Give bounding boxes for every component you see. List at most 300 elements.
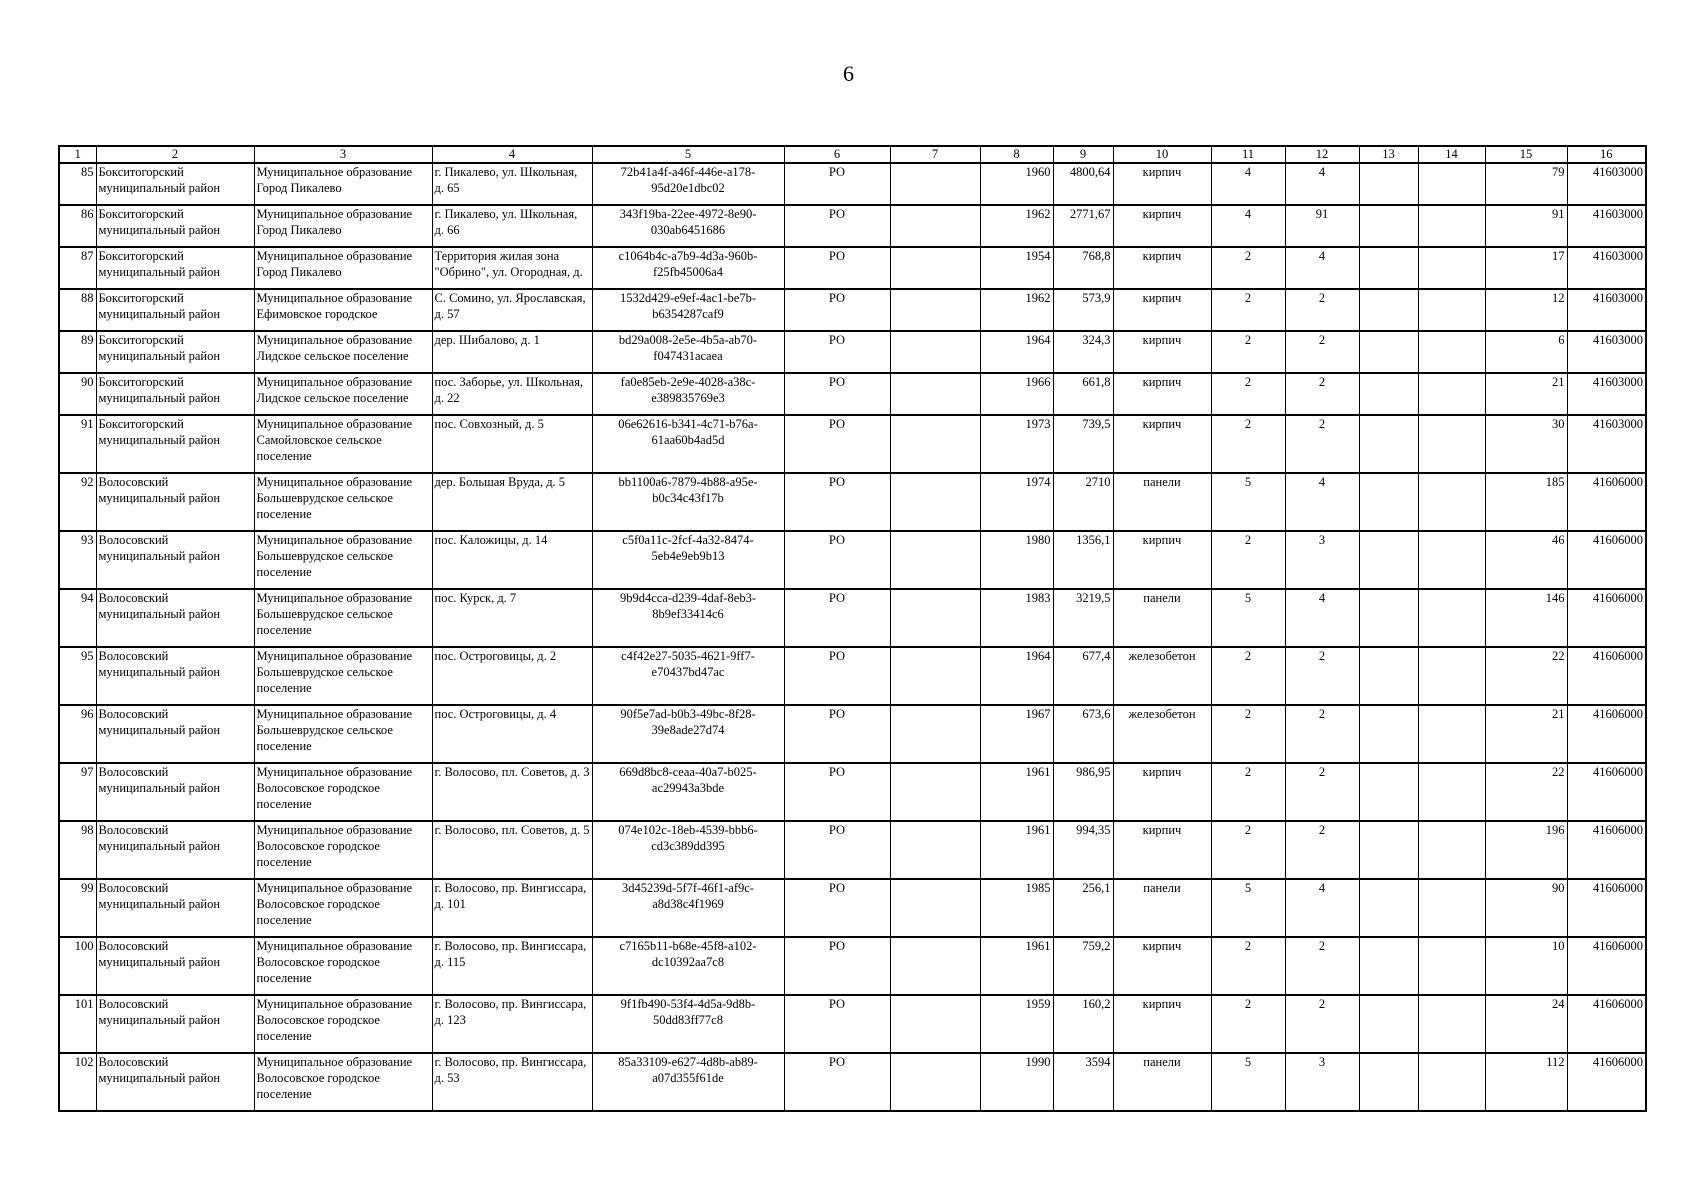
floors-cell: 2 (1211, 647, 1285, 705)
district-cell: Бокситогорский муниципальный район (96, 331, 254, 373)
residents-cell: 12 (1485, 289, 1567, 331)
area-cell: 739,5 (1053, 415, 1113, 473)
oktmo-cell: 41606000 (1567, 937, 1646, 995)
table-row (59, 163, 1646, 205)
year-cell: 1983 (980, 589, 1053, 647)
col14-cell (1418, 1053, 1485, 1111)
table-body (59, 163, 1646, 1111)
oktmo-cell: 41606000 (1567, 995, 1646, 1053)
floors-cell: 2 (1211, 995, 1285, 1053)
guid-cell: c4f42e27-5035-4621-9ff7-e70437bd47ac (592, 647, 784, 705)
year-cell: 1960 (980, 163, 1053, 205)
row-number: 88 (59, 289, 96, 331)
address-cell: пос. Курск, д. 7 (432, 589, 592, 647)
entrances-cell: 2 (1285, 289, 1359, 331)
col7-cell (890, 937, 980, 995)
year-cell: 1974 (980, 473, 1053, 531)
residents-cell: 79 (1485, 163, 1567, 205)
row-number: 91 (59, 415, 96, 473)
col14-cell (1418, 205, 1485, 247)
floors-cell: 2 (1211, 289, 1285, 331)
row-number: 89 (59, 331, 96, 373)
oktmo-cell: 41606000 (1567, 531, 1646, 589)
table-row (59, 589, 1646, 647)
residents-cell: 6 (1485, 331, 1567, 373)
year-cell: 1985 (980, 879, 1053, 937)
municipality-cell: Муниципальное образование Город Пикалево (254, 247, 432, 289)
district-cell: Волосовский муниципальный район (96, 1053, 254, 1111)
entrances-cell: 2 (1285, 937, 1359, 995)
address-cell: г. Волосово, пл. Советов, д. 3 (432, 763, 592, 821)
material-cell: кирпич (1113, 415, 1211, 473)
row-number: 99 (59, 879, 96, 937)
address-cell: пос. Заборье, ул. Школьная, д. 22 (432, 373, 592, 415)
column-header-4: 4 (432, 146, 592, 163)
column-header-16: 16 (1567, 146, 1646, 163)
table-row (59, 937, 1646, 995)
col13-cell (1359, 705, 1418, 763)
operator-cell: РО (784, 205, 890, 247)
municipality-cell: Муниципальное образование Волосовское городское поселение (254, 879, 432, 937)
material-cell: панели (1113, 589, 1211, 647)
entrances-cell: 4 (1285, 473, 1359, 531)
table-row (59, 821, 1646, 879)
area-cell: 986,95 (1053, 763, 1113, 821)
year-cell: 1964 (980, 331, 1053, 373)
col14-cell (1418, 763, 1485, 821)
col7-cell (890, 879, 980, 937)
address-cell: пос. Совхозный, д. 5 (432, 415, 592, 473)
col14-cell (1418, 647, 1485, 705)
entrances-cell: 2 (1285, 763, 1359, 821)
entrances-cell: 4 (1285, 589, 1359, 647)
material-cell: кирпич (1113, 289, 1211, 331)
entrances-cell: 2 (1285, 647, 1359, 705)
residents-cell: 196 (1485, 821, 1567, 879)
col7-cell (890, 289, 980, 331)
col13-cell (1359, 647, 1418, 705)
column-header-11: 11 (1211, 146, 1285, 163)
col14-cell (1418, 821, 1485, 879)
col7-cell (890, 247, 980, 289)
municipality-cell: Муниципальное образование Волосовское городское поселение (254, 995, 432, 1053)
guid-cell: c1064b4c-a7b9-4d3a-960b-f25fb45006a4 (592, 247, 784, 289)
material-cell: кирпич (1113, 531, 1211, 589)
material-cell: кирпич (1113, 205, 1211, 247)
table-row (59, 373, 1646, 415)
municipality-cell: Муниципальное образование Лидское сельское поселение (254, 373, 432, 415)
col13-cell (1359, 247, 1418, 289)
oktmo-cell: 41606000 (1567, 705, 1646, 763)
area-cell: 160,2 (1053, 995, 1113, 1053)
district-cell: Волосовский муниципальный район (96, 995, 254, 1053)
area-cell: 768,8 (1053, 247, 1113, 289)
column-header-13: 13 (1359, 146, 1418, 163)
district-cell: Волосовский муниципальный район (96, 821, 254, 879)
col7-cell (890, 473, 980, 531)
floors-cell: 2 (1211, 415, 1285, 473)
column-header-7: 7 (890, 146, 980, 163)
floors-cell: 2 (1211, 937, 1285, 995)
district-cell: Бокситогорский муниципальный район (96, 205, 254, 247)
area-cell: 1356,1 (1053, 531, 1113, 589)
col14-cell (1418, 373, 1485, 415)
guid-cell: 9b9d4cca-d239-4daf-8eb3-8b9ef33414c6 (592, 589, 784, 647)
guid-cell: 1532d429-e9ef-4ac1-be7b-b6354287caf9 (592, 289, 784, 331)
row-number: 101 (59, 995, 96, 1053)
municipality-cell: Муниципальное образование Большеврудское сельское поселение (254, 705, 432, 763)
operator-cell: РО (784, 247, 890, 289)
col13-cell (1359, 205, 1418, 247)
row-number: 102 (59, 1053, 96, 1111)
guid-cell: 85a33109-e627-4d8b-ab89-a07d355f61de (592, 1053, 784, 1111)
area-cell: 2771,67 (1053, 205, 1113, 247)
floors-cell: 2 (1211, 705, 1285, 763)
col14-cell (1418, 331, 1485, 373)
entrances-cell: 3 (1285, 1053, 1359, 1111)
operator-cell: РО (784, 331, 890, 373)
column-header-12: 12 (1285, 146, 1359, 163)
column-header-1: 1 (59, 146, 96, 163)
col7-cell (890, 647, 980, 705)
address-cell: пос. Каложицы, д. 14 (432, 531, 592, 589)
address-cell: пос. Остроговицы, д. 4 (432, 705, 592, 763)
oktmo-cell: 41603000 (1567, 163, 1646, 205)
col13-cell (1359, 821, 1418, 879)
residents-cell: 17 (1485, 247, 1567, 289)
year-cell: 1961 (980, 763, 1053, 821)
row-number: 87 (59, 247, 96, 289)
oktmo-cell: 41603000 (1567, 205, 1646, 247)
municipality-cell: Муниципальное образование Волосовское городское поселение (254, 937, 432, 995)
guid-cell: 06e62616-b341-4c71-b76a-61aa60b4ad5d (592, 415, 784, 473)
address-cell: Территория жилая зона "Обрино", ул. Огородная, д. (432, 247, 592, 289)
guid-cell: 9f1fb490-53f4-4d5a-9d8b-50dd83ff77c8 (592, 995, 784, 1053)
col14-cell (1418, 879, 1485, 937)
operator-cell: РО (784, 705, 890, 763)
row-number: 97 (59, 763, 96, 821)
row-number: 85 (59, 163, 96, 205)
operator-cell: РО (784, 821, 890, 879)
oktmo-cell: 41606000 (1567, 1053, 1646, 1111)
guid-cell: 90f5e7ad-b0b3-49bc-8f28-39e8ade27d74 (592, 705, 784, 763)
header-row (59, 146, 1646, 163)
table-row (59, 331, 1646, 373)
year-cell: 1973 (980, 415, 1053, 473)
guid-cell: 3d45239d-5f7f-46f1-af9c-a8d38c4f1969 (592, 879, 784, 937)
table-row (59, 247, 1646, 289)
col7-cell (890, 331, 980, 373)
operator-cell: РО (784, 995, 890, 1053)
address-cell: С. Сомино, ул. Ярославская, д. 57 (432, 289, 592, 331)
year-cell: 1954 (980, 247, 1053, 289)
col14-cell (1418, 705, 1485, 763)
district-cell: Волосовский муниципальный район (96, 763, 254, 821)
oktmo-cell: 41606000 (1567, 589, 1646, 647)
year-cell: 1961 (980, 937, 1053, 995)
operator-cell: РО (784, 763, 890, 821)
floors-cell: 2 (1211, 763, 1285, 821)
material-cell: панели (1113, 473, 1211, 531)
oktmo-cell: 41603000 (1567, 289, 1646, 331)
column-header-2: 2 (96, 146, 254, 163)
column-header-10: 10 (1113, 146, 1211, 163)
col7-cell (890, 415, 980, 473)
material-cell: панели (1113, 879, 1211, 937)
operator-cell: РО (784, 1053, 890, 1111)
address-cell: г. Пикалево, ул. Школьная, д. 65 (432, 163, 592, 205)
district-cell: Волосовский муниципальный район (96, 647, 254, 705)
row-number: 95 (59, 647, 96, 705)
guid-cell: fa0e85eb-2e9e-4028-a38c-e389835769e3 (592, 373, 784, 415)
material-cell: кирпич (1113, 373, 1211, 415)
oktmo-cell: 41606000 (1567, 763, 1646, 821)
col7-cell (890, 373, 980, 415)
area-cell: 324,3 (1053, 331, 1113, 373)
col13-cell (1359, 473, 1418, 531)
floors-cell: 5 (1211, 1053, 1285, 1111)
address-cell: г. Волосово, пр. Вингиссара, д. 123 (432, 995, 592, 1053)
oktmo-cell: 41603000 (1567, 415, 1646, 473)
col7-cell (890, 205, 980, 247)
municipality-cell: Муниципальное образование Волосовское городское поселение (254, 763, 432, 821)
col14-cell (1418, 473, 1485, 531)
entrances-cell: 2 (1285, 331, 1359, 373)
district-cell: Бокситогорский муниципальный район (96, 163, 254, 205)
col13-cell (1359, 763, 1418, 821)
col7-cell (890, 1053, 980, 1111)
operator-cell: РО (784, 879, 890, 937)
residents-cell: 185 (1485, 473, 1567, 531)
address-cell: г. Волосово, пл. Советов, д. 5 (432, 821, 592, 879)
address-cell: г. Волосово, пр. Вингиссара, д. 115 (432, 937, 592, 995)
col14-cell (1418, 995, 1485, 1053)
municipality-cell: Муниципальное образование Город Пикалево (254, 163, 432, 205)
col14-cell (1418, 289, 1485, 331)
table-header (59, 146, 1646, 163)
residents-cell: 21 (1485, 373, 1567, 415)
address-cell: дер. Шибалово, д. 1 (432, 331, 592, 373)
floors-cell: 4 (1211, 163, 1285, 205)
residents-cell: 146 (1485, 589, 1567, 647)
table-row (59, 289, 1646, 331)
material-cell: железобетон (1113, 705, 1211, 763)
material-cell: кирпич (1113, 247, 1211, 289)
entrances-cell: 2 (1285, 415, 1359, 473)
floors-cell: 5 (1211, 589, 1285, 647)
material-cell: кирпич (1113, 763, 1211, 821)
municipality-cell: Муниципальное образование Волосовское городское поселение (254, 821, 432, 879)
guid-cell: 72b41a4f-a46f-446e-a178-95d20e1dbc02 (592, 163, 784, 205)
entrances-cell: 4 (1285, 879, 1359, 937)
operator-cell: РО (784, 373, 890, 415)
floors-cell: 4 (1211, 205, 1285, 247)
guid-cell: 343f19ba-22ee-4972-8e90-030ab6451686 (592, 205, 784, 247)
column-header-5: 5 (592, 146, 784, 163)
material-cell: кирпич (1113, 937, 1211, 995)
operator-cell: РО (784, 647, 890, 705)
address-cell: пос. Остроговицы, д. 2 (432, 647, 592, 705)
col7-cell (890, 821, 980, 879)
row-number: 92 (59, 473, 96, 531)
municipality-cell: Муниципальное образование Лидское сельское поселение (254, 331, 432, 373)
table-row (59, 879, 1646, 937)
district-cell: Волосовский муниципальный район (96, 705, 254, 763)
residents-cell: 30 (1485, 415, 1567, 473)
residents-cell: 22 (1485, 647, 1567, 705)
entrances-cell: 2 (1285, 705, 1359, 763)
floors-cell: 5 (1211, 473, 1285, 531)
entrances-cell: 3 (1285, 531, 1359, 589)
area-cell: 759,2 (1053, 937, 1113, 995)
entrances-cell: 2 (1285, 995, 1359, 1053)
col13-cell (1359, 415, 1418, 473)
operator-cell: РО (784, 163, 890, 205)
year-cell: 1961 (980, 821, 1053, 879)
col7-cell (890, 163, 980, 205)
residents-cell: 21 (1485, 705, 1567, 763)
area-cell: 573,9 (1053, 289, 1113, 331)
operator-cell: РО (784, 589, 890, 647)
oktmo-cell: 41603000 (1567, 247, 1646, 289)
address-cell: дер. Большая Вруда, д. 5 (432, 473, 592, 531)
row-number: 86 (59, 205, 96, 247)
col13-cell (1359, 937, 1418, 995)
table-row (59, 531, 1646, 589)
year-cell: 1967 (980, 705, 1053, 763)
year-cell: 1962 (980, 289, 1053, 331)
column-header-9: 9 (1053, 146, 1113, 163)
year-cell: 1990 (980, 1053, 1053, 1111)
material-cell: железобетон (1113, 647, 1211, 705)
table-row (59, 995, 1646, 1053)
municipality-cell: Муниципальное образование Большеврудское сельское поселение (254, 531, 432, 589)
oktmo-cell: 41603000 (1567, 373, 1646, 415)
page-number: 6 (843, 61, 854, 86)
district-cell: Бокситогорский муниципальный район (96, 373, 254, 415)
table-row (59, 415, 1646, 473)
oktmo-cell: 41606000 (1567, 473, 1646, 531)
district-cell: Бокситогорский муниципальный район (96, 247, 254, 289)
housing-registry-table (58, 145, 1647, 1112)
address-cell: г. Пикалево, ул. Школьная, д. 66 (432, 205, 592, 247)
area-cell: 994,35 (1053, 821, 1113, 879)
year-cell: 1959 (980, 995, 1053, 1053)
col14-cell (1418, 163, 1485, 205)
col13-cell (1359, 589, 1418, 647)
guid-cell: 669d8bc8-ceaa-40a7-b025-ac29943a3bde (592, 763, 784, 821)
area-cell: 4800,64 (1053, 163, 1113, 205)
area-cell: 661,8 (1053, 373, 1113, 415)
municipality-cell: Муниципальное образование Ефимовское городское (254, 289, 432, 331)
table-row (59, 473, 1646, 531)
guid-cell: c5f0a11c-2fcf-4a32-8474-5eb4e9eb9b13 (592, 531, 784, 589)
address-cell: г. Волосово, пр. Вингиссара, д. 53 (432, 1053, 592, 1111)
floors-cell: 2 (1211, 821, 1285, 879)
col14-cell (1418, 247, 1485, 289)
row-number: 90 (59, 373, 96, 415)
row-number: 98 (59, 821, 96, 879)
oktmo-cell: 41606000 (1567, 647, 1646, 705)
district-cell: Волосовский муниципальный район (96, 879, 254, 937)
area-cell: 3219,5 (1053, 589, 1113, 647)
entrances-cell: 91 (1285, 205, 1359, 247)
district-cell: Бокситогорский муниципальный район (96, 289, 254, 331)
residents-cell: 10 (1485, 937, 1567, 995)
floors-cell: 2 (1211, 373, 1285, 415)
col13-cell (1359, 1053, 1418, 1111)
row-number: 94 (59, 589, 96, 647)
guid-cell: bd29a008-2e5e-4b5a-ab70-f047431acaea (592, 331, 784, 373)
table-row (59, 705, 1646, 763)
operator-cell: РО (784, 473, 890, 531)
residents-cell: 91 (1485, 205, 1567, 247)
district-cell: Бокситогорский муниципальный район (96, 415, 254, 473)
district-cell: Волосовский муниципальный район (96, 589, 254, 647)
year-cell: 1966 (980, 373, 1053, 415)
col7-cell (890, 763, 980, 821)
floors-cell: 2 (1211, 331, 1285, 373)
col14-cell (1418, 415, 1485, 473)
district-cell: Волосовский муниципальный район (96, 473, 254, 531)
operator-cell: РО (784, 415, 890, 473)
table-row (59, 647, 1646, 705)
residents-cell: 46 (1485, 531, 1567, 589)
entrances-cell: 4 (1285, 247, 1359, 289)
entrances-cell: 2 (1285, 821, 1359, 879)
address-cell: г. Волосово, пр. Вингиссара, д. 101 (432, 879, 592, 937)
municipality-cell: Муниципальное образование Большеврудское сельское поселение (254, 589, 432, 647)
floors-cell: 5 (1211, 879, 1285, 937)
operator-cell: РО (784, 531, 890, 589)
col7-cell (890, 705, 980, 763)
area-cell: 2710 (1053, 473, 1113, 531)
year-cell: 1964 (980, 647, 1053, 705)
col13-cell (1359, 289, 1418, 331)
column-header-8: 8 (980, 146, 1053, 163)
year-cell: 1980 (980, 531, 1053, 589)
col13-cell (1359, 531, 1418, 589)
area-cell: 677,4 (1053, 647, 1113, 705)
entrances-cell: 2 (1285, 373, 1359, 415)
row-number: 100 (59, 937, 96, 995)
municipality-cell: Муниципальное образование Город Пикалево (254, 205, 432, 247)
table-row (59, 205, 1646, 247)
guid-cell: 074e102c-18eb-4539-bbb6-cd3c389dd395 (592, 821, 784, 879)
col13-cell (1359, 163, 1418, 205)
material-cell: панели (1113, 1053, 1211, 1111)
table-row (59, 1053, 1646, 1111)
material-cell: кирпич (1113, 163, 1211, 205)
year-cell: 1962 (980, 205, 1053, 247)
col7-cell (890, 531, 980, 589)
operator-cell: РО (784, 937, 890, 995)
floors-cell: 2 (1211, 247, 1285, 289)
oktmo-cell: 41606000 (1567, 879, 1646, 937)
entrances-cell: 4 (1285, 163, 1359, 205)
column-header-3: 3 (254, 146, 432, 163)
material-cell: кирпич (1113, 331, 1211, 373)
table-row (59, 763, 1646, 821)
col13-cell (1359, 373, 1418, 415)
municipality-cell: Муниципальное образование Самойловское сельское поселение (254, 415, 432, 473)
district-cell: Волосовский муниципальный район (96, 937, 254, 995)
col14-cell (1418, 531, 1485, 589)
residents-cell: 22 (1485, 763, 1567, 821)
column-header-15: 15 (1485, 146, 1567, 163)
column-header-6: 6 (784, 146, 890, 163)
residents-cell: 24 (1485, 995, 1567, 1053)
